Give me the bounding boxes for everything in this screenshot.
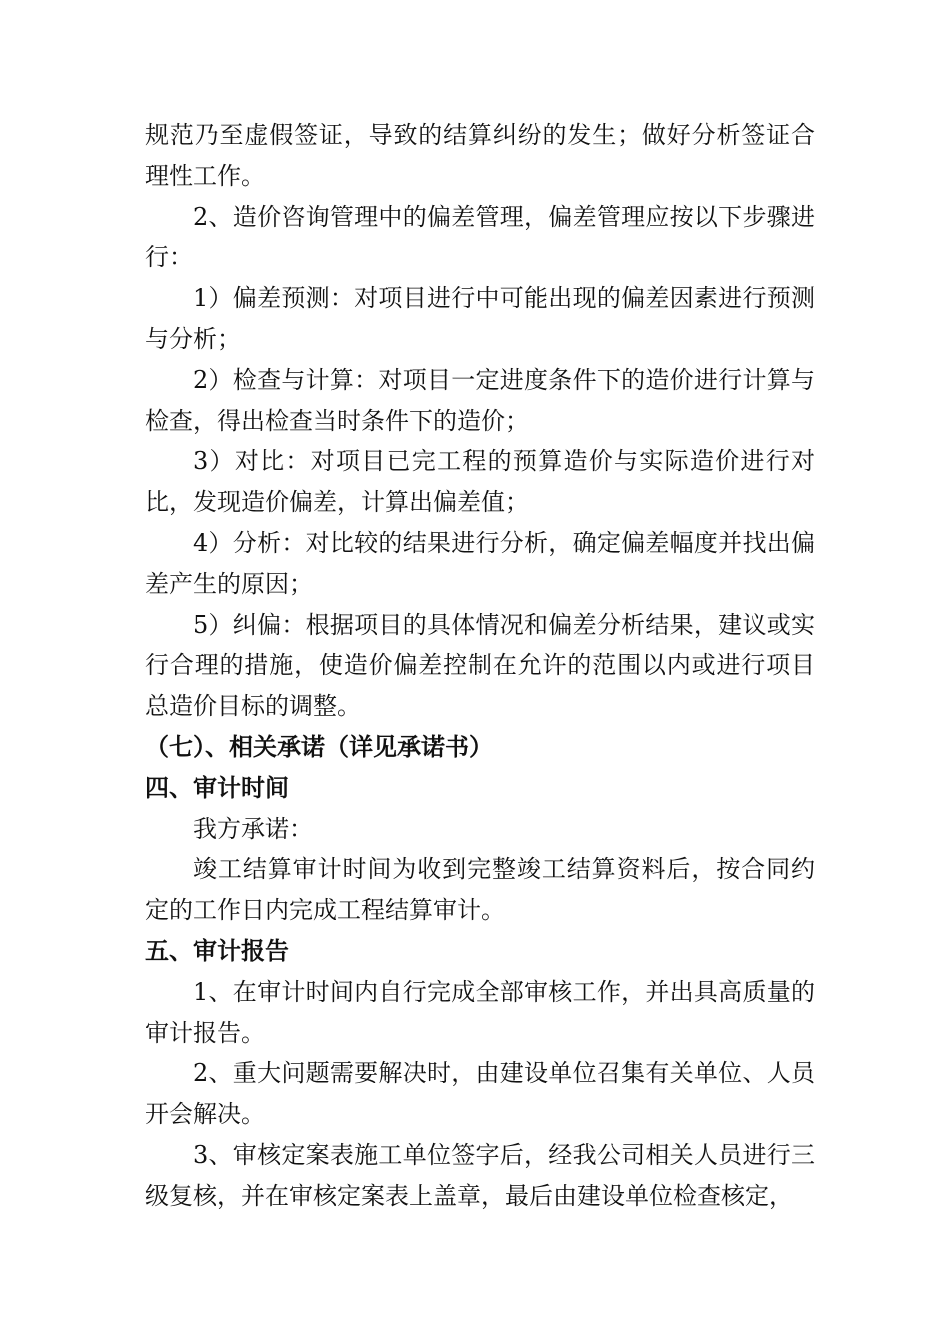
paragraph-check-and-calculate: 2）检查与计算：对项目一定进度条件下的造价进行计算与检查，得出检查当时条件下的造价； xyxy=(145,365,815,435)
paragraph-analysis: 4）分析：对比较的结果进行分析，确定偏差幅度并找出偏差产生的原因； xyxy=(145,528,815,598)
heading-commitments: （七）、相关承诺（详见承诺书） xyxy=(145,732,493,761)
paragraph-report-item-2: 2、重大问题需要解决时，由建设单位召集有关单位、人员开会解决。 xyxy=(145,1059,815,1129)
paragraph-report-item-1: 1、在审计时间内自行完成全部审核工作，并出具高质量的审计报告。 xyxy=(145,977,815,1047)
document-body xyxy=(145,115,815,1217)
paragraph-deviation-management: 2、造价咨询管理中的偏差管理，偏差管理应按以下步骤进行： xyxy=(145,202,815,272)
paragraph-audit-time-detail: 竣工结算审计时间为收到完整竣工结算资料后，按合同约定的工作日内完成工程结算审计。 xyxy=(145,855,815,925)
paragraph-report-item-3: 3、审核定案表施工单位签字后，经我公司相关人员进行三级复核，并在审核定案表上盖章，最后由建设单位检查核定， xyxy=(145,1140,815,1210)
heading-audit-time: 四、审计时间 xyxy=(145,773,289,802)
paragraph-deviation-forecast: 1）偏差预测：对项目进行中可能出现的偏差因素进行预测与分析； xyxy=(145,284,815,353)
paragraph-our-commitment: 我方承诺： xyxy=(193,814,313,843)
paragraph-continuation: 规范乃至虚假签证，导致的结算纠纷的发生；做好分析签证合理性工作。 xyxy=(145,121,815,190)
paragraph-comparison: 3）对比：对项目已完工程的预算造价与实际造价进行对比，发现造价偏差，计算出偏差值； xyxy=(145,447,815,517)
heading-audit-report: 五、审计报告 xyxy=(145,936,289,965)
paragraph-correction: 5）纠偏：根据项目的具体情况和偏差分析结果，建议或实行合理的措施，使造价偏差控制在允许的范围以内或进行项目总造价目标的调整。 xyxy=(145,610,815,721)
